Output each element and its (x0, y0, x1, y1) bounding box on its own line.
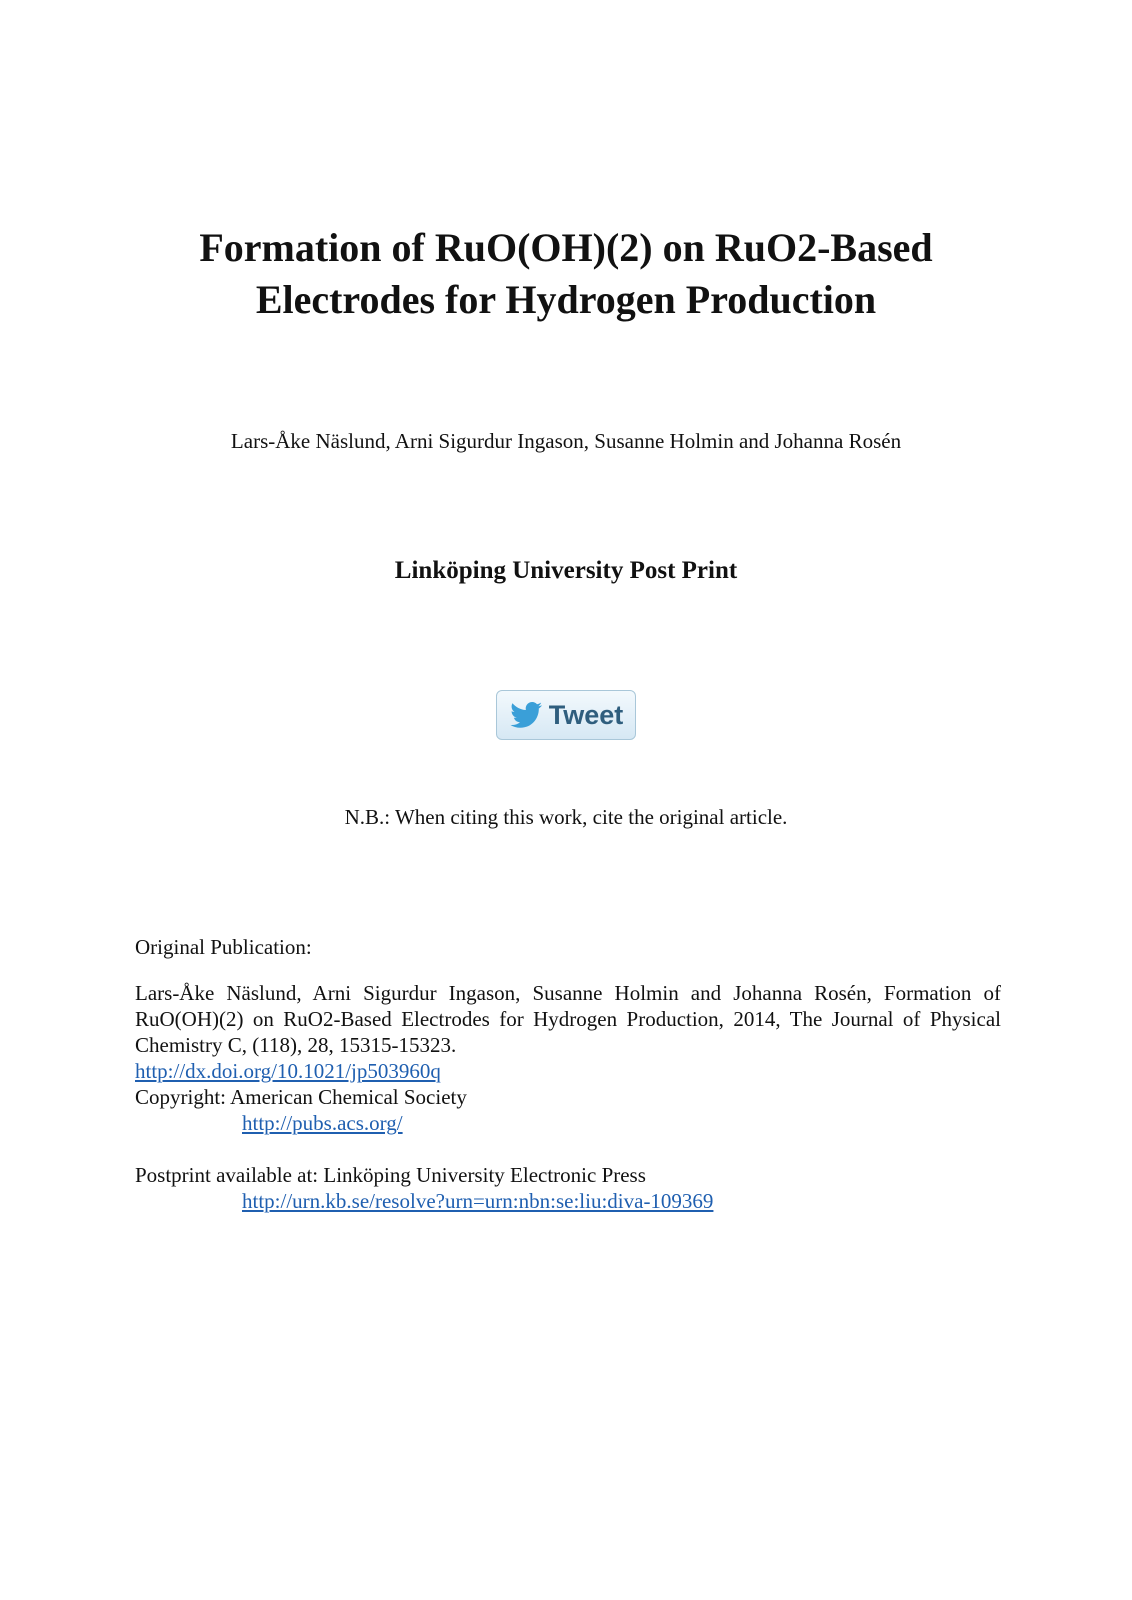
tweet-label: Tweet (548, 699, 624, 730)
title-line-2: Electrodes for Hydrogen Production (255, 277, 877, 322)
postprint-available-text: Postprint available at: Linköping University Electronic Press (135, 1163, 646, 1187)
doi-link[interactable]: http://dx.doi.org/10.1021/jp503960q (135, 1059, 441, 1083)
citation-text: Lars-Åke Näslund, Arni Sigurdur Ingason, Susanne Holmin and Johanna Rosén, Formation of RuO(OH)(2) on RuO2-Based Electrodes for Hydrogen Production, 2014, The Journal of Physical Chemistry C, (118), 28, 15315-15323. (135, 981, 1001, 1057)
author-list: Lars-Åke Näslund, Arni Sigurdur Ingason, Susanne Holmin and Johanna Rosén (230, 429, 902, 453)
publisher-link[interactable]: http://pubs.acs.org/ (242, 1111, 403, 1135)
page-title (0, 222, 1132, 326)
tweet-button[interactable] (496, 690, 636, 740)
title-line-1: Formation of RuO(OH)(2) on RuO2-Based (199, 225, 933, 270)
postprint-heading: Linköping University Post Print (394, 557, 738, 584)
copyright-text: Copyright: American Chemical Society (135, 1085, 467, 1109)
urn-link[interactable]: http://urn.kb.se/resolve?urn=urn:nbn:se:liu:diva-109369 (242, 1189, 714, 1213)
publication-info (135, 934, 1001, 1214)
citation-note: N.B.: When citing this work, cite the original article. (344, 805, 788, 829)
bird-icon (509, 701, 543, 729)
original-publication-label: Original Publication: (135, 935, 312, 959)
